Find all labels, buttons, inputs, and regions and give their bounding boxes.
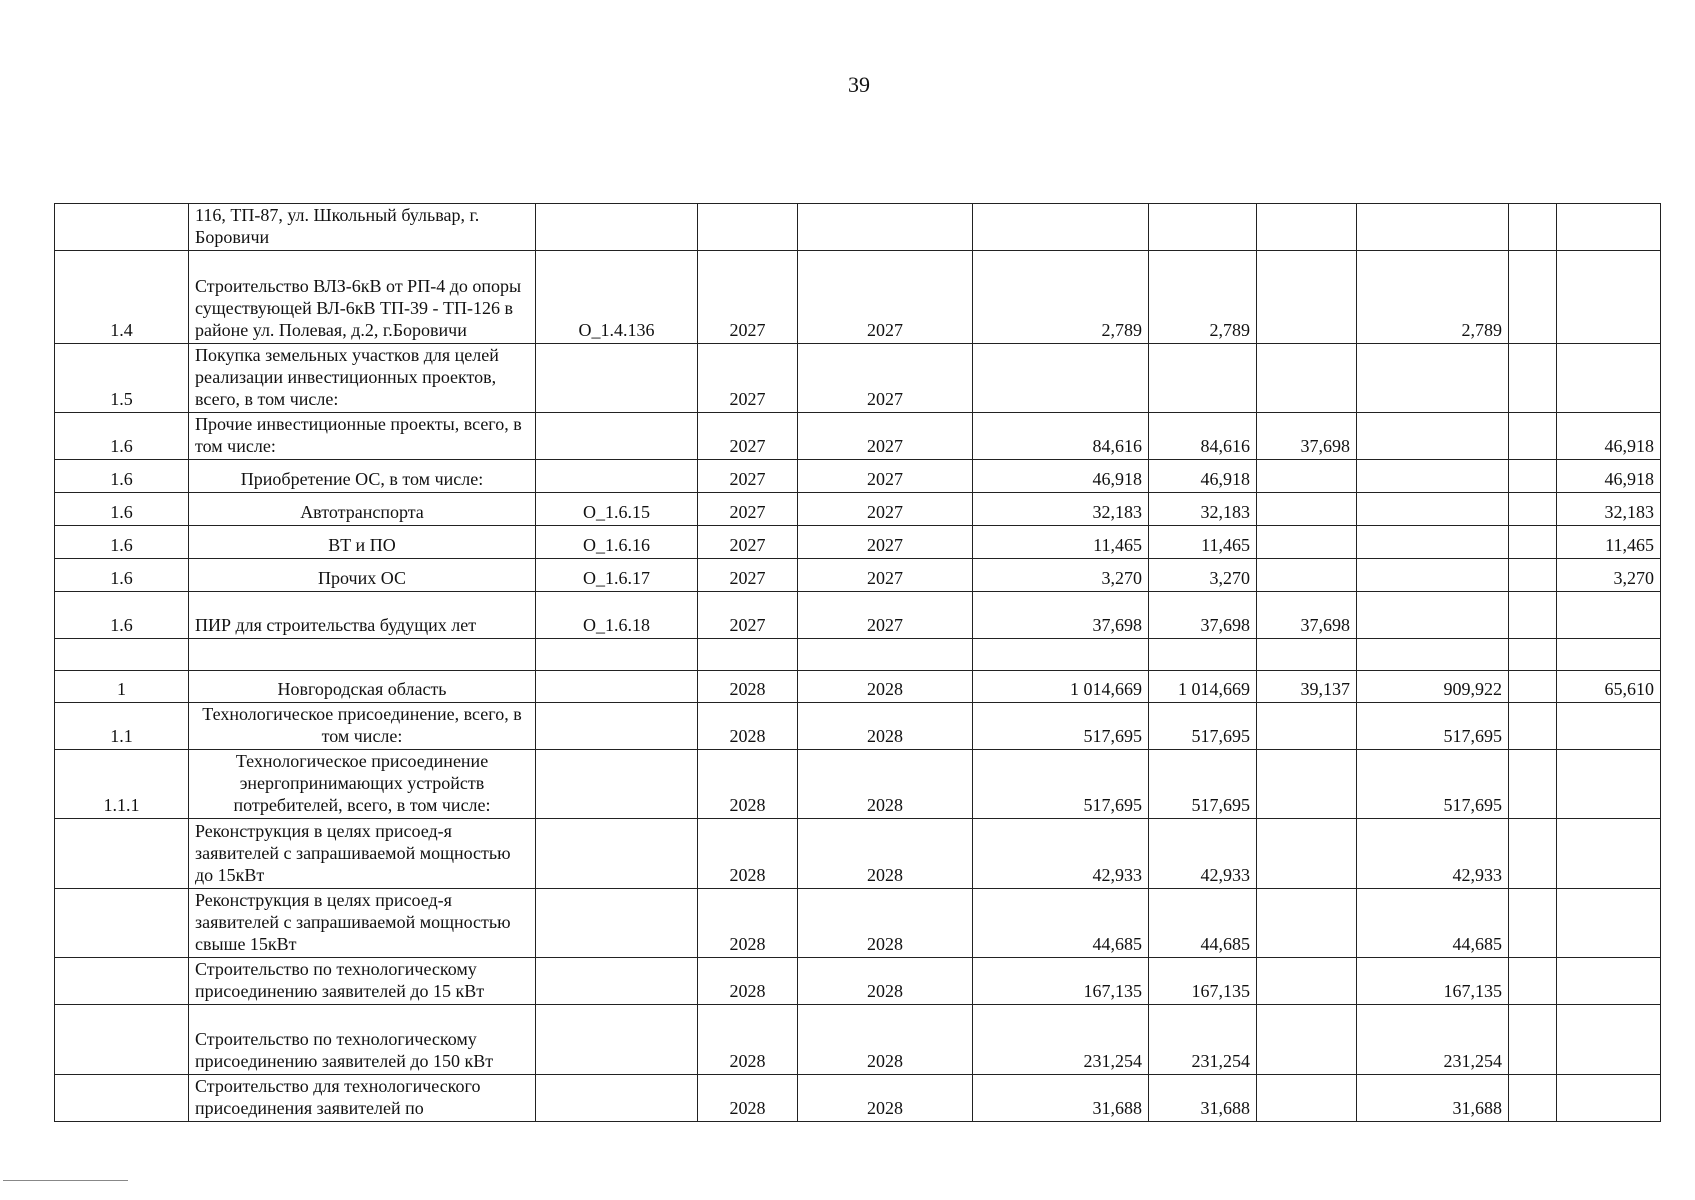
row-number-cell xyxy=(55,889,189,958)
row-code-cell xyxy=(536,750,698,819)
row-name-cell: Прочие инвестиционные проекты, всего, в том числе: xyxy=(189,413,536,460)
table-row xyxy=(55,251,1661,344)
year-end-cell: 2027 xyxy=(798,559,973,592)
row-name-cell: Прочих ОС xyxy=(189,559,536,592)
value-col-6-cell xyxy=(1557,639,1661,671)
row-name-cell: Новгородская область xyxy=(189,671,536,703)
row-name-cell: Строительство по технологическому присоединению заявителей до 15 кВт xyxy=(189,958,536,1005)
value-col-5-cell xyxy=(1509,671,1557,703)
value-col-6-cell xyxy=(1557,251,1661,344)
value-col-4-cell: 31,688 xyxy=(1357,1075,1509,1122)
year-end-cell: 2027 xyxy=(798,251,973,344)
year-start-cell: 2028 xyxy=(698,750,798,819)
year-start-cell: 2027 xyxy=(698,493,798,526)
value-col-3-cell xyxy=(1257,344,1357,413)
row-code-cell xyxy=(536,460,698,493)
value-total-2-cell: 84,616 xyxy=(1149,413,1257,460)
row-code-cell: O_1.6.15 xyxy=(536,493,698,526)
page-number: 39 xyxy=(848,72,870,97)
value-total-2-cell: 3,270 xyxy=(1149,559,1257,592)
table-row xyxy=(55,671,1661,703)
table-row xyxy=(55,493,1661,526)
value-col-3-cell xyxy=(1257,460,1357,493)
value-total-2-cell: 31,688 xyxy=(1149,1075,1257,1122)
row-number-cell: 1.6 xyxy=(55,592,189,639)
value-col-4-cell: 44,685 xyxy=(1357,889,1509,958)
row-name-cell: Технологическое присоединение энергопринимающих устройств потребителей, всего, в том числе: xyxy=(189,750,536,819)
year-end-cell: 2028 xyxy=(798,703,973,750)
year-start-cell: 2028 xyxy=(698,1005,798,1075)
value-col-4-cell xyxy=(1357,639,1509,671)
row-number-cell: 1.6 xyxy=(55,493,189,526)
value-col-5-cell xyxy=(1509,703,1557,750)
value-total-2-cell: 2,789 xyxy=(1149,251,1257,344)
value-total-cell: 2,789 xyxy=(973,251,1149,344)
value-col-4-cell xyxy=(1357,460,1509,493)
table-row xyxy=(55,204,1661,251)
year-start-cell: 2028 xyxy=(698,819,798,889)
row-name-cell: ПИР для строительства будущих лет xyxy=(189,592,536,639)
value-col-6-cell xyxy=(1557,750,1661,819)
row-code-cell xyxy=(536,344,698,413)
value-col-6-cell: 32,183 xyxy=(1557,493,1661,526)
year-start-cell: 2027 xyxy=(698,559,798,592)
value-total-cell: 37,698 xyxy=(973,592,1149,639)
value-total-2-cell: 167,135 xyxy=(1149,958,1257,1005)
row-number-cell xyxy=(55,639,189,671)
value-total-2-cell: 44,685 xyxy=(1149,889,1257,958)
row-code-cell: O_1.6.16 xyxy=(536,526,698,559)
value-total-2-cell xyxy=(1149,639,1257,671)
value-col-4-cell: 517,695 xyxy=(1357,703,1509,750)
value-col-6-cell xyxy=(1557,592,1661,639)
year-start-cell: 2027 xyxy=(698,344,798,413)
year-end-cell: 2028 xyxy=(798,889,973,958)
row-number-cell: 1.1.1 xyxy=(55,750,189,819)
table-row xyxy=(55,819,1661,889)
value-col-5-cell xyxy=(1509,559,1557,592)
year-end-cell: 2028 xyxy=(798,1005,973,1075)
row-name-cell: Технологическое присоединение, всего, в том числе: xyxy=(189,703,536,750)
value-col-4-cell xyxy=(1357,204,1509,251)
value-col-5-cell xyxy=(1509,889,1557,958)
table-row xyxy=(55,592,1661,639)
value-col-5-cell xyxy=(1509,344,1557,413)
row-number-cell: 1.6 xyxy=(55,526,189,559)
value-col-6-cell xyxy=(1557,1075,1661,1122)
value-col-6-cell: 46,918 xyxy=(1557,413,1661,460)
value-col-5-cell xyxy=(1509,819,1557,889)
year-end-cell: 2028 xyxy=(798,1075,973,1122)
year-start-cell: 2028 xyxy=(698,889,798,958)
row-name-cell: 116, ТП-87, ул. Школьный бульвар, г. Боровичи xyxy=(189,204,536,251)
value-col-3-cell xyxy=(1257,1005,1357,1075)
row-number-cell: 1.6 xyxy=(55,413,189,460)
year-start-cell: 2027 xyxy=(698,460,798,493)
year-start-cell: 2027 xyxy=(698,413,798,460)
value-col-3-cell xyxy=(1257,819,1357,889)
value-col-6-cell xyxy=(1557,344,1661,413)
row-number-cell: 1.6 xyxy=(55,559,189,592)
value-col-3-cell xyxy=(1257,639,1357,671)
value-total-cell: 32,183 xyxy=(973,493,1149,526)
year-end-cell: 2028 xyxy=(798,671,973,703)
row-code-cell: O_1.6.17 xyxy=(536,559,698,592)
value-total-cell: 42,933 xyxy=(973,819,1149,889)
value-total-cell xyxy=(973,204,1149,251)
row-code-cell xyxy=(536,889,698,958)
value-col-5-cell xyxy=(1509,460,1557,493)
year-end-cell xyxy=(798,639,973,671)
value-col-4-cell xyxy=(1357,344,1509,413)
year-start-cell xyxy=(698,639,798,671)
row-number-cell xyxy=(55,204,189,251)
value-col-3-cell xyxy=(1257,750,1357,819)
row-number-cell xyxy=(55,958,189,1005)
value-col-3-cell xyxy=(1257,526,1357,559)
year-start-cell: 2028 xyxy=(698,671,798,703)
table-row xyxy=(55,413,1661,460)
value-col-4-cell xyxy=(1357,493,1509,526)
value-col-4-cell xyxy=(1357,592,1509,639)
value-total-cell: 46,918 xyxy=(973,460,1149,493)
value-total-cell: 1 014,669 xyxy=(973,671,1149,703)
row-number-cell: 1.4 xyxy=(55,251,189,344)
value-total-cell: 44,685 xyxy=(973,889,1149,958)
value-total-cell: 167,135 xyxy=(973,958,1149,1005)
row-number-cell xyxy=(55,1075,189,1122)
value-col-5-cell xyxy=(1509,639,1557,671)
value-col-4-cell xyxy=(1357,559,1509,592)
value-col-3-cell xyxy=(1257,1075,1357,1122)
row-number-cell xyxy=(55,1005,189,1075)
value-col-3-cell xyxy=(1257,889,1357,958)
value-col-3-cell xyxy=(1257,703,1357,750)
year-end-cell: 2028 xyxy=(798,750,973,819)
year-end-cell: 2027 xyxy=(798,526,973,559)
value-total-cell: 3,270 xyxy=(973,559,1149,592)
year-end-cell xyxy=(798,204,973,251)
row-number-cell xyxy=(55,819,189,889)
footer-rule xyxy=(3,1180,128,1181)
row-number-cell: 1.6 xyxy=(55,460,189,493)
value-col-5-cell xyxy=(1509,592,1557,639)
row-code-cell xyxy=(536,1075,698,1122)
value-col-6-cell: 3,270 xyxy=(1557,559,1661,592)
row-name-cell: Приобретение ОС, в том числе: xyxy=(189,460,536,493)
value-total-2-cell xyxy=(1149,204,1257,251)
value-total-2-cell: 37,698 xyxy=(1149,592,1257,639)
year-start-cell: 2028 xyxy=(698,703,798,750)
row-code-cell xyxy=(536,1005,698,1075)
value-col-3-cell: 39,137 xyxy=(1257,671,1357,703)
table-row xyxy=(55,344,1661,413)
value-col-6-cell: 46,918 xyxy=(1557,460,1661,493)
value-total-2-cell: 32,183 xyxy=(1149,493,1257,526)
table-row xyxy=(55,750,1661,819)
table-row xyxy=(55,958,1661,1005)
value-col-6-cell xyxy=(1557,889,1661,958)
value-col-4-cell xyxy=(1357,526,1509,559)
value-col-3-cell: 37,698 xyxy=(1257,592,1357,639)
table-row xyxy=(55,703,1661,750)
value-col-5-cell xyxy=(1509,1075,1557,1122)
table-row xyxy=(55,889,1661,958)
value-col-3-cell xyxy=(1257,204,1357,251)
value-total-cell xyxy=(973,639,1149,671)
table-row xyxy=(55,1005,1661,1075)
year-start-cell: 2027 xyxy=(698,526,798,559)
value-col-6-cell xyxy=(1557,1005,1661,1075)
table-row xyxy=(55,639,1661,671)
value-total-2-cell: 517,695 xyxy=(1149,703,1257,750)
row-code-cell xyxy=(536,204,698,251)
value-total-cell: 11,465 xyxy=(973,526,1149,559)
row-code-cell xyxy=(536,639,698,671)
value-col-4-cell: 909,922 xyxy=(1357,671,1509,703)
row-number-cell: 1.5 xyxy=(55,344,189,413)
table-row xyxy=(55,1075,1661,1122)
value-total-2-cell: 11,465 xyxy=(1149,526,1257,559)
investment-table xyxy=(54,203,1661,1122)
year-end-cell: 2027 xyxy=(798,460,973,493)
year-start-cell: 2028 xyxy=(698,958,798,1005)
year-start-cell: 2027 xyxy=(698,251,798,344)
year-start-cell: 2027 xyxy=(698,592,798,639)
value-total-cell: 231,254 xyxy=(973,1005,1149,1075)
row-name-cell: Покупка земельных участков для целей реализации инвестиционных проектов, всего, в том числе: xyxy=(189,344,536,413)
value-col-5-cell xyxy=(1509,204,1557,251)
value-col-5-cell xyxy=(1509,251,1557,344)
value-total-2-cell: 517,695 xyxy=(1149,750,1257,819)
row-code-cell xyxy=(536,819,698,889)
value-col-4-cell: 231,254 xyxy=(1357,1005,1509,1075)
value-col-5-cell xyxy=(1509,1005,1557,1075)
row-name-cell: Строительство по технологическому присоединению заявителей до 150 кВт xyxy=(189,1005,536,1075)
row-code-cell: O_1.4.136 xyxy=(536,251,698,344)
value-col-5-cell xyxy=(1509,413,1557,460)
row-code-cell xyxy=(536,671,698,703)
row-name-cell xyxy=(189,639,536,671)
value-col-6-cell: 11,465 xyxy=(1557,526,1661,559)
value-col-4-cell: 2,789 xyxy=(1357,251,1509,344)
value-col-6-cell xyxy=(1557,204,1661,251)
value-total-2-cell: 46,918 xyxy=(1149,460,1257,493)
year-end-cell: 2027 xyxy=(798,413,973,460)
row-name-cell: ВТ и ПО xyxy=(189,526,536,559)
value-col-6-cell xyxy=(1557,819,1661,889)
table-row xyxy=(55,526,1661,559)
value-col-3-cell xyxy=(1257,493,1357,526)
table-row xyxy=(55,460,1661,493)
value-total-2-cell xyxy=(1149,344,1257,413)
value-total-2-cell: 42,933 xyxy=(1149,819,1257,889)
row-name-cell: Автотранспорта xyxy=(189,493,536,526)
row-code-cell xyxy=(536,958,698,1005)
row-name-cell: Строительство ВЛЗ-6кВ от РП-4 до опоры существующей ВЛ-6кВ ТП-39 - ТП-126 в районе ул. Полевая, д.2, г.Боровичи xyxy=(189,251,536,344)
row-name-cell: Реконструкция в целях присоед-я заявителей с запрашиваемой мощностью свыше 15кВт xyxy=(189,889,536,958)
year-end-cell: 2027 xyxy=(798,493,973,526)
row-name-cell: Строительство для технологического присоединения заявителей по xyxy=(189,1075,536,1122)
row-number-cell: 1.1 xyxy=(55,703,189,750)
table-row xyxy=(55,559,1661,592)
value-total-cell: 517,695 xyxy=(973,750,1149,819)
row-code-cell xyxy=(536,413,698,460)
year-start-cell xyxy=(698,204,798,251)
value-col-5-cell xyxy=(1509,958,1557,1005)
year-start-cell: 2028 xyxy=(698,1075,798,1122)
value-col-5-cell xyxy=(1509,493,1557,526)
year-end-cell: 2027 xyxy=(798,344,973,413)
value-col-3-cell: 37,698 xyxy=(1257,413,1357,460)
value-col-3-cell xyxy=(1257,251,1357,344)
value-col-6-cell xyxy=(1557,703,1661,750)
value-col-5-cell xyxy=(1509,750,1557,819)
value-col-4-cell: 42,933 xyxy=(1357,819,1509,889)
value-col-4-cell: 517,695 xyxy=(1357,750,1509,819)
value-total-2-cell: 1 014,669 xyxy=(1149,671,1257,703)
row-code-cell xyxy=(536,703,698,750)
value-col-6-cell xyxy=(1557,958,1661,1005)
row-number-cell: 1 xyxy=(55,671,189,703)
value-col-6-cell: 65,610 xyxy=(1557,671,1661,703)
value-total-2-cell: 231,254 xyxy=(1149,1005,1257,1075)
year-end-cell: 2028 xyxy=(798,819,973,889)
value-total-cell: 517,695 xyxy=(973,703,1149,750)
year-end-cell: 2028 xyxy=(798,958,973,1005)
value-total-cell xyxy=(973,344,1149,413)
row-code-cell: O_1.6.18 xyxy=(536,592,698,639)
year-end-cell: 2027 xyxy=(798,592,973,639)
value-total-cell: 31,688 xyxy=(973,1075,1149,1122)
value-col-4-cell xyxy=(1357,413,1509,460)
value-col-3-cell xyxy=(1257,559,1357,592)
value-col-3-cell xyxy=(1257,958,1357,1005)
value-total-cell: 84,616 xyxy=(973,413,1149,460)
value-col-4-cell: 167,135 xyxy=(1357,958,1509,1005)
value-col-5-cell xyxy=(1509,526,1557,559)
row-name-cell: Реконструкция в целях присоед-я заявителей с запрашиваемой мощностью до 15кВт xyxy=(189,819,536,889)
